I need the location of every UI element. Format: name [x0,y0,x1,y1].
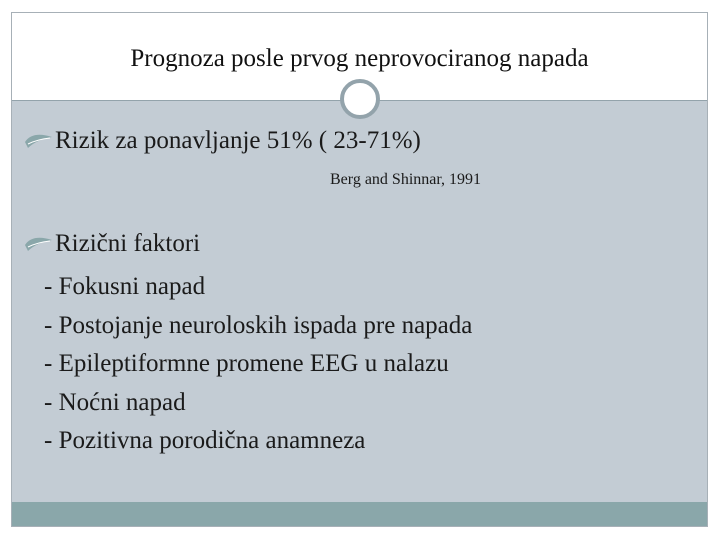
list-item: - Postojanje neuroloskih ispada pre napada [44,311,473,339]
bullet-text: Rizik za ponavljanje 51% ( 23-71%) [55,127,421,154]
footer-bar [12,502,707,526]
list-item: - Epileptiformne promene EEG u nalazu [44,350,449,377]
slide-title: Prognoza posle prvog neprovociranog napada [130,45,589,72]
citation: Berg and Shinnar, 1991 [330,171,482,188]
bullet-text: Rizični faktori [55,230,201,257]
ring-decoration-icon [340,79,380,119]
risk-factor-list [44,268,472,461]
bullet-recurrence-risk [22,125,421,157]
bullet-risk-factors [22,228,200,260]
list-item: - Noćni napad [44,388,186,416]
leaf-bullet-icon [22,130,55,152]
list-item: - Pozitivna porodična anamneza [44,427,366,454]
list-item: - Fokusni napad [44,273,206,300]
leaf-bullet-icon [22,233,55,255]
